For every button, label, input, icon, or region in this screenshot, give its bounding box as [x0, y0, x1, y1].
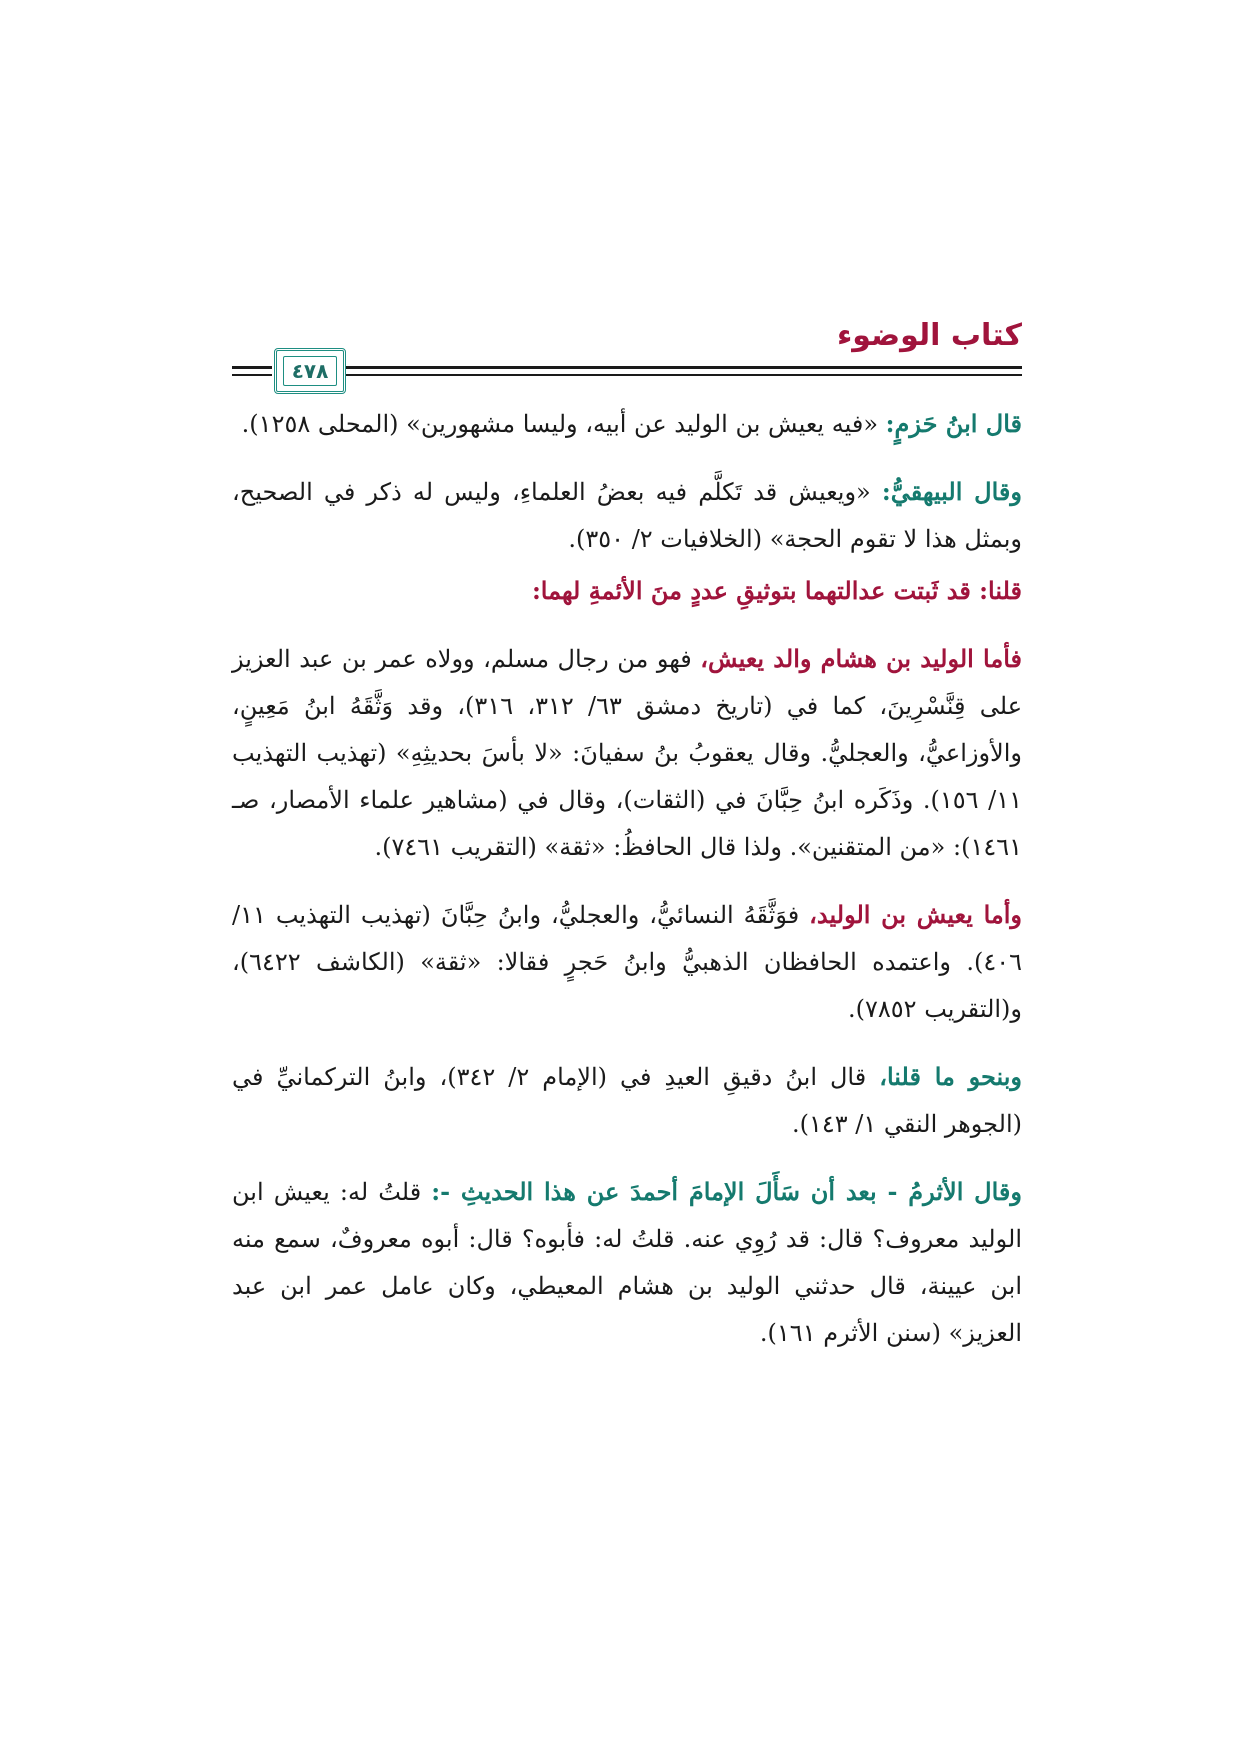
page-body — [232, 400, 1022, 1377]
header-rule — [342, 366, 1022, 369]
paragraph-ibn-hazm — [232, 400, 1022, 448]
header-rule — [232, 366, 272, 369]
paragraph-text: فهو من رجال مسلم، وولاه عمر بن عبد العزيز على قِنَّسْرِينَ، كما في (تاريخ دمشق ٦٣/ ٣١٢، ٣١٦)، وقد وَثَّقَهُ ابنُ مَعِينٍ، والأوزاعيُّ، والعجليُّ. وقال يعقوبُ بنُ سفيانَ: «لا بأسَ بحديثِهِ» (تهذيب التهذيب ١١/ ١٥٦). وذَكَره ابنُ حِبَّانَ في (الثقات)، وقال في (مشاهير علماء الأمصار، صـ ١٤٦١): «من المتقنين». ولذا قال الحافظُ: «ثقة» (التقريب ٧٤٦١). — [232, 645, 1023, 861]
paragraph-athram — [232, 1168, 1022, 1357]
paragraph-yaish — [232, 891, 1022, 1033]
page-header — [232, 318, 1022, 388]
paragraph-label: قال ابنُ حَزمٍ: — [885, 409, 1022, 438]
paragraph-label: وقال البيهقيُّ: — [881, 477, 1022, 506]
paragraph-text: قلتُ له: يعيش ابن الوليد معروف؟ قال: قد رُوِي عنه. قلتُ له: فأبوه؟ قال: أبوه معروفٌ، سمع منه ابن عيينة، قال حدثني الوليد بن هشام المعيطي، وكان عامل عمر ابن عبد العزيز» (سنن الأثرم ١٦١). — [232, 1178, 1022, 1347]
paragraph-binahw — [232, 1053, 1022, 1148]
header-rule — [342, 374, 1022, 376]
paragraph-label: وبنحو ما قلنا، — [879, 1062, 1023, 1091]
chapter-title: كتاب الوضوء — [836, 318, 1022, 353]
page-number: ٤٧٨ — [283, 356, 338, 386]
paragraph-walid — [232, 635, 1022, 871]
paragraph-bayhaqi — [232, 468, 1022, 563]
paragraph-label: وقال الأثرمُ - بعد أن سَأَلَ الإمامَ أحمدَ عن هذا الحديثِ -: — [431, 1177, 1022, 1206]
paragraph-label: فأما الوليد بن هشام والد يعيش، — [700, 644, 1022, 673]
paragraph-text: «ويعيش قد تَكلَّم فيه بعضُ العلماءِ، وليس له ذكر في الصحيح، وبمثل هذا لا تقوم الحجة» (الخلافيات ٢/ ٣٥٠). — [232, 478, 1022, 553]
paragraph-label: وأما يعيش بن الوليد، — [809, 900, 1022, 929]
paragraph-text: قال ابنُ دقيقِ العيدِ في (الإمام ٢/ ٣٤٢)، وابنُ التركمانيِّ في (الجوهر النقي ١/ ١٤٣). — [232, 1063, 1022, 1138]
header-rule — [232, 374, 272, 376]
page-number-frame — [274, 348, 346, 394]
paragraph-text: «فيه يعيش بن الوليد عن أبيه، وليسا مشهورين» (المحلى ١٢٥٨). — [241, 410, 886, 438]
paragraph-text: فوَثَّقَهُ النسائيُّ، والعجليُّ، وابنُ حِبَّانَ (تهذيب التهذيب ١١/ ٤٠٦). واعتمده الحافظان الذهبيُّ وابنُ حَجرٍ فقالا: «ثقة» (الكاشف ٦٤٢٢)، و(التقريب ٧٨٥٢). — [232, 901, 1022, 1023]
paragraph-label: قلنا: قد ثَبتت عدالتهما بتوثيقِ عددٍ منَ الأئمةِ لهما: — [531, 576, 1022, 605]
paragraph-qulna — [232, 567, 1022, 615]
